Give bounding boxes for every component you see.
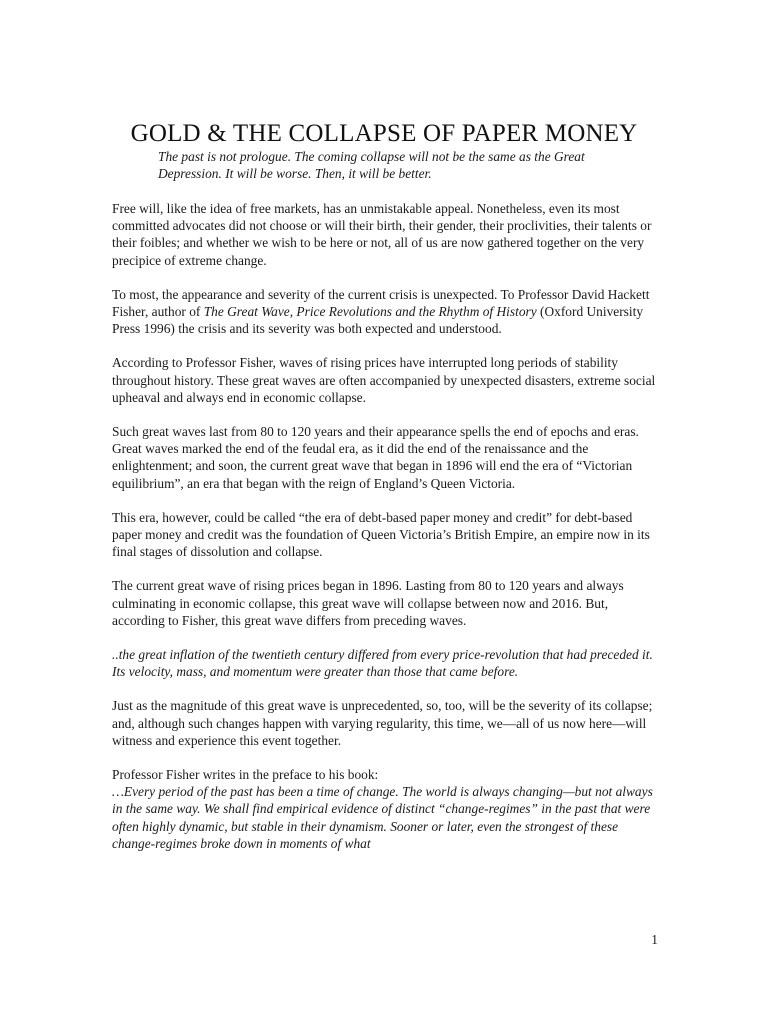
quote-great-inflation: ..the great inflation of the twentieth century differed from every price-revolution that had preceded it. Its velocity, mass, and momentum were greater than those that came before. (112, 647, 653, 680)
book-title: The Great Wave, Price Revolutions and the Rhythm of History (203, 304, 537, 320)
paragraph-current-crisis-text-end: (Oxford University Press 1996) the crisis and its severity was both expected and understood. (112, 304, 644, 337)
page-number: 1 (651, 932, 658, 947)
paragraph-great-waves: Such great waves last from 80 to 120 years and their appearance spells the end of epochs and eras. Great waves marked the end of the feudal era, as it did the end of the renaissance and the enlightenment; and soon, the current great wave that began in 1896 will end the era of “Victorian equilibrium”, an era that began with the reign of England’s Queen Victoria. (112, 424, 639, 491)
document-subtitle: The past is not prologue. The coming collapse will not be the same as the Great Depression. It will be worse. Then, it will be better. (158, 149, 585, 181)
paragraph-era: This era, however, could be called “the era of debt-based paper money and credit” for debt-based paper money and credit was the foundation of Queen Victoria’s British Empire, an empire now in its final stages of dissolution and collapse. (112, 509, 650, 560)
paragraph-magnitude: Just as the magnitude of this great wave is unprecedented, so, too, will be the severity of its collapse; and, although such changes happen with varying regularity, this time, we—all of us now here—will witness and experience this event together. (112, 698, 653, 748)
paragraph-current-wave: The current great wave of rising prices began in 1896. Lasting from 80 to 120 years and always culminating in economic collapse, this great wave will collapse between now and 2016. But, according to Fisher, this great wave differs from preceding waves. (112, 578, 624, 628)
document-title: GOLD & THE COLLAPSE OF PAPER MONEY (130, 120, 638, 147)
paragraph-free-will: Free will, like the idea of free markets, has an unmistakable appeal. Nonetheless, even its most committed advocates did not choose or will their birth, their gender, their proclivities, their talents or their foibles; and whether we wish to be here or not, all of us are now gathered together on the very precipice of extreme change. (112, 201, 652, 268)
paragraph-rising-prices: According to Professor Fisher, waves of rising prices have interrupted long periods of stability throughout history. These great waves are often accompanied by unexpected disasters, extreme social upheaval and always end in economic collapse. (112, 355, 656, 405)
quote-preface: …Every period of the past has been a time of change. The world is always changing—but not always in the same way. We shall find empirical evidence of distinct “change-regimes” in the past that were often highly dynamic, but stable in their dynamism. Sooner or later, even the strongest of these change-regimes broke down in moments of what (112, 784, 653, 851)
document-body (112, 200, 657, 869)
paragraph-current-crisis-text: To most, the appearance and severity of the current crisis is unexpected. To Professor David Hackett Fisher, author of (112, 286, 650, 320)
paragraph-preface-intro: Professor Fisher writes in the preface to his book: (112, 767, 379, 783)
paragraph-current-crisis (112, 286, 657, 338)
